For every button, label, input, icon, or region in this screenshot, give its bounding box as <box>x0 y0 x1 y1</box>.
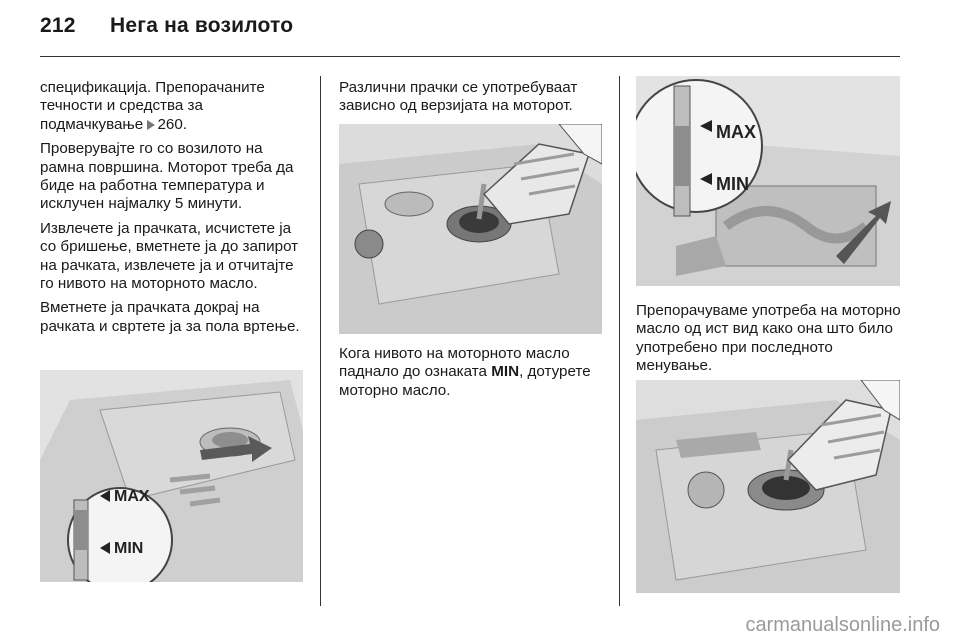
min-mark: MIN <box>491 363 520 381</box>
paragraph: спецификација. Препорачаните течности и средства за подмачкување 260. <box>40 79 265 133</box>
column-divider-2 <box>619 76 620 606</box>
oil-filler-illustration <box>636 380 900 593</box>
paragraph: Проверувајте го со возилото на рамна површина. Моторот треба да биде на работна температура и исклучен најмалку 5 минути. <box>40 140 294 213</box>
engine-bay-illustration <box>636 76 900 286</box>
max-label: MAX <box>114 488 150 505</box>
paragraph: Извлечете ја прачката, исчистете ја со бришење, вметнете ја до запирот на рачката, извлечете ја и отчитајте го нивото на моторното масло. <box>40 219 299 293</box>
engine-dipstick-figure <box>40 370 303 582</box>
oil-pouring-illustration <box>339 124 602 334</box>
min-label: MIN <box>716 174 749 194</box>
column-divider-1 <box>320 76 321 606</box>
max-label: MAX <box>716 122 756 142</box>
paragraph: Препорачуваме употреба на моторно масло од ист вид како она што било употребено при последното менување. <box>636 302 901 375</box>
paragraph: Вметнете ја прачката докрај на рачката и свртете ја за пола вртење. <box>40 299 300 335</box>
page-reference: 260. <box>157 115 188 133</box>
page-title: Нега на возилото <box>110 14 294 37</box>
engine-cover-illustration <box>40 370 303 582</box>
column-2-lower <box>339 345 607 406</box>
paragraph: Различни прачки се употребуваат зависно од верзијата на моторот. <box>339 79 578 115</box>
column-1 <box>40 79 306 342</box>
page-header <box>40 14 293 38</box>
oil-pouring-figure <box>339 124 602 334</box>
column-3 <box>636 302 906 382</box>
min-label: MIN <box>114 540 144 557</box>
oil-filler-figure <box>636 380 900 593</box>
header-rule <box>40 56 900 57</box>
watermark: carmanualsonline.info <box>745 614 940 636</box>
paragraph: Кога нивото на моторното масло паднало до ознаката MIN, дотурете моторно масло. <box>339 345 591 399</box>
column-2 <box>339 79 607 122</box>
engine-bay-dipstick-figure <box>636 76 900 286</box>
triangle-ref-icon <box>147 120 155 130</box>
page-number: 212 <box>40 14 76 37</box>
